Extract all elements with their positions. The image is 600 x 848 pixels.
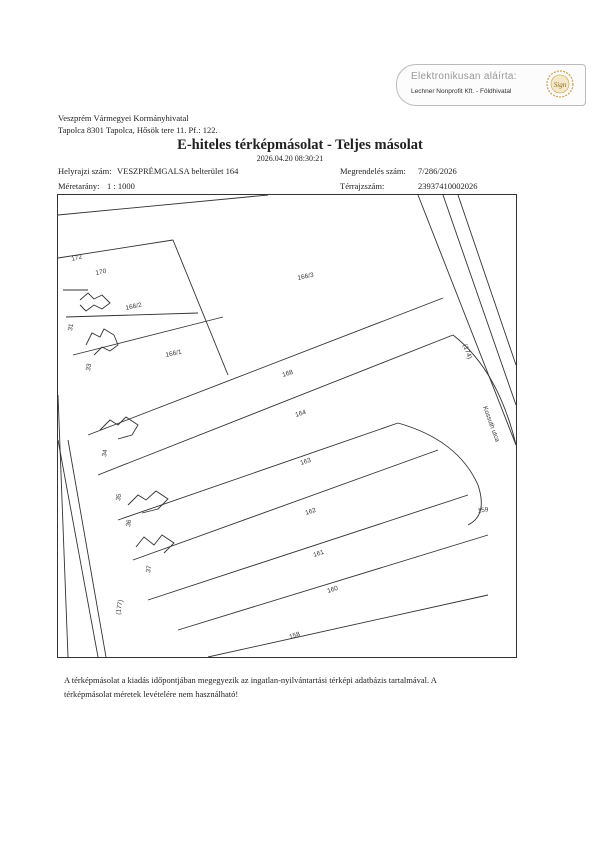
parcel-label-163: 163 [299,456,312,467]
scale-value: 1 : 1000 [107,181,135,191]
cadastral-map-drawing [58,195,516,657]
parcel-value: VESZPRÉMGALSA belterület 164 [117,166,239,176]
parcel-label-164: 164 [294,408,307,419]
parcel-label-166-3: 166/3 [296,271,315,282]
office-name: Veszprém Vármegyei Kormányhivatal [58,113,189,123]
parcel-label-177: (177) [115,599,125,616]
electronic-signature-box [396,64,586,106]
parcel-label-159: 159 [477,506,490,515]
footnote-line-2: térképmásolat méretek levételére nem használható! [64,689,239,699]
parcel-label-166-2: 166/2 [124,301,143,312]
parcel-label-160: 160 [326,584,339,595]
parcel-label-170: 170 [94,267,108,277]
parcel-label-31: 31 [67,323,76,332]
parcel-label-35: 35 [115,493,124,502]
street-label-kossuth: Kossuth utca [481,405,501,443]
footnote [64,673,484,701]
order-value: 7/286/2026 [418,166,457,176]
parcel-label-168: 168 [281,368,294,379]
parcel-label-33: 33 [85,363,94,372]
signature-title: Elektronikusan aláírta: [411,71,517,82]
parcel-label-161: 161 [312,548,325,559]
parcel-label-166-1: 166/1 [164,348,183,359]
parcel-label-36: 36 [125,519,134,528]
signature-organization: Lechner Nonprofit Kft. - Földhivatal [411,88,512,95]
parcel-label: Helyrajzi szám: [58,166,112,176]
parcel-label-34: 34 [101,449,110,458]
order-label: Megrendelés szám: [340,166,406,176]
document-title: E-hiteles térképmásolat - Teljes másolat [177,137,423,153]
parcel-label-174: (174) [461,343,473,360]
footnote-line-1: A térképmásolat a kiadás időpontjában megegyezik az ingatlan-nyilvántartási térképi adatbázis tartalmával. A [64,675,437,685]
parcel-label-172: 172 [70,253,84,263]
mapsheet-label: Térrajzszám: [340,181,385,191]
svg-text:Sign: Sign [553,81,567,89]
mapsheet-value: 23937410002026 [418,181,478,191]
parcel-label-162: 162 [304,506,317,517]
scale-label: Méretarány: [58,181,100,191]
parcel-label-37: 37 [145,565,154,574]
office-address: Tapolca 8301 Tapolca, Hősök tere 11. Pf.: 122. [58,125,218,135]
cadastral-map [57,194,517,658]
signature-seal-icon [545,69,575,99]
document-timestamp: 2026.04.20 08:30:21 [256,154,324,163]
parcel-label-158: 158 [288,630,301,641]
